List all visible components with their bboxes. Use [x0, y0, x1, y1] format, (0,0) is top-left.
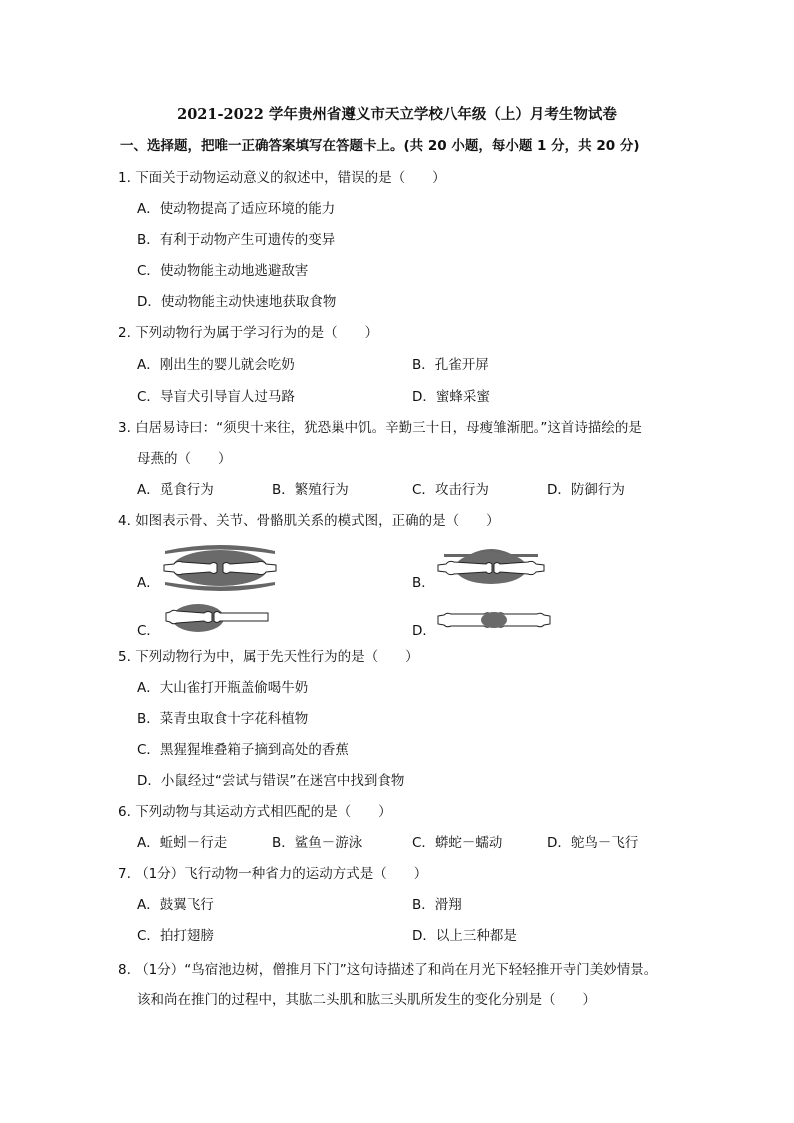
- option-7a: A．鼓翼飞行: [137, 897, 214, 913]
- question-5: [118, 645, 419, 665]
- question-8: [118, 958, 657, 978]
- question-number: 3.: [118, 420, 131, 436]
- option-7d: D．以上三种都是: [412, 928, 517, 944]
- page-title: 2021-2022 学年贵州省遵义市天立学校八年级（上）月考生物试卷: [177, 106, 617, 123]
- option-1d: D．使动物能主动快速地获取食物: [137, 294, 337, 310]
- option-2d: D．蜜蜂采蜜: [412, 389, 490, 405]
- question-number: 2.: [118, 325, 131, 341]
- option-6d: D．鸵鸟－飞行: [547, 835, 639, 851]
- option-7b: B．滑翔: [412, 897, 462, 913]
- diagram-4d-bone-muscle-icon: [436, 605, 552, 635]
- option-7c: C．拍打翅膀: [137, 928, 214, 944]
- question-text: （1分）“鸟宿池边树，僧推月下门”这句诗描述了和尚在月光下轻轻推开寺门美妙情景。: [135, 962, 658, 978]
- option-4a: A．: [137, 575, 160, 591]
- option-2b: B．孔雀开屏: [412, 357, 489, 373]
- question-3-continued: 母燕的（ ）: [137, 451, 232, 467]
- question-number: 7.: [118, 866, 131, 882]
- question-4: [118, 509, 500, 529]
- option-5d: D．小鼠经过“尝试与错误”在迷宫中找到食物: [137, 773, 405, 789]
- question-text: 下面关于动物运动意义的叙述中，错误的是（ ）: [135, 170, 446, 186]
- question-6: [118, 800, 392, 820]
- question-number: 4.: [118, 513, 131, 529]
- question-2: [118, 321, 378, 341]
- option-3a: A．觅食行为: [137, 482, 214, 498]
- option-6b: B．鲨鱼－游泳: [272, 835, 363, 851]
- question-number: 8.: [118, 962, 131, 978]
- option-4d: D．: [412, 623, 436, 639]
- option-4c: C．: [137, 623, 160, 639]
- option-5a: A．大山雀打开瓶盖偷喝牛奶: [137, 680, 309, 696]
- question-3: [118, 416, 642, 436]
- option-4b: B．: [412, 575, 435, 591]
- question-text: 下列动物行为中，属于先天性行为的是（ ）: [135, 649, 419, 665]
- option-1b: B．有利于动物产生可遗传的变异: [137, 232, 336, 248]
- diagram-4b-bone-muscle-icon: [436, 548, 546, 588]
- question-1: [118, 166, 446, 186]
- option-5b: B．菜青虫取食十字花科植物: [137, 711, 309, 727]
- option-3b: B．繁殖行为: [272, 482, 349, 498]
- question-7: [118, 862, 427, 882]
- question-number: 6.: [118, 804, 131, 820]
- section-heading: 一、选择题，把唯一正确答案填写在答题卡上。(共 20 小题，每小题 1 分，共 20 分): [120, 138, 640, 154]
- option-1a: A．使动物提高了适应环境的能力: [137, 201, 336, 217]
- question-8-continued: 该和尚在推门的过程中，其肱二头肌和肱三头肌所发生的变化分别是（ ）: [137, 992, 596, 1008]
- option-6c: C．蟒蛇－蠕动: [412, 835, 503, 851]
- question-text: 如图表示骨、关节、骨骼肌关系的模式图，正确的是（ ）: [135, 513, 500, 529]
- question-number: 5.: [118, 649, 131, 665]
- question-text: 下列动物行为属于学习行为的是（ ）: [135, 325, 379, 341]
- option-3c: C．攻击行为: [412, 482, 489, 498]
- option-6a: A．蚯蚓－行走: [137, 835, 228, 851]
- question-number: 1.: [118, 170, 131, 186]
- option-2a: A．刚出生的婴儿就会吃奶: [137, 357, 295, 373]
- question-text: 白居易诗曰：“须臾十来往，犹恐巢中饥。辛勤三十日，母瘦雏渐肥。”这首诗描绘的是: [135, 420, 642, 436]
- question-text: （1分）飞行动物一种省力的运动方式是（ ）: [135, 866, 428, 882]
- option-5c: C．黑猩猩堆叠箱子摘到高处的香蕉: [137, 742, 349, 758]
- question-text: 下列动物与其运动方式相匹配的是（ ）: [135, 804, 392, 820]
- diagram-4a-bone-muscle-icon: [160, 545, 280, 591]
- option-3d: D．防御行为: [547, 482, 625, 498]
- option-1c: C．使动物能主动地逃避敌害: [137, 263, 309, 279]
- option-2c: C．导盲犬引导盲人过马路: [137, 389, 295, 405]
- diagram-4c-bone-muscle-icon: [160, 600, 272, 636]
